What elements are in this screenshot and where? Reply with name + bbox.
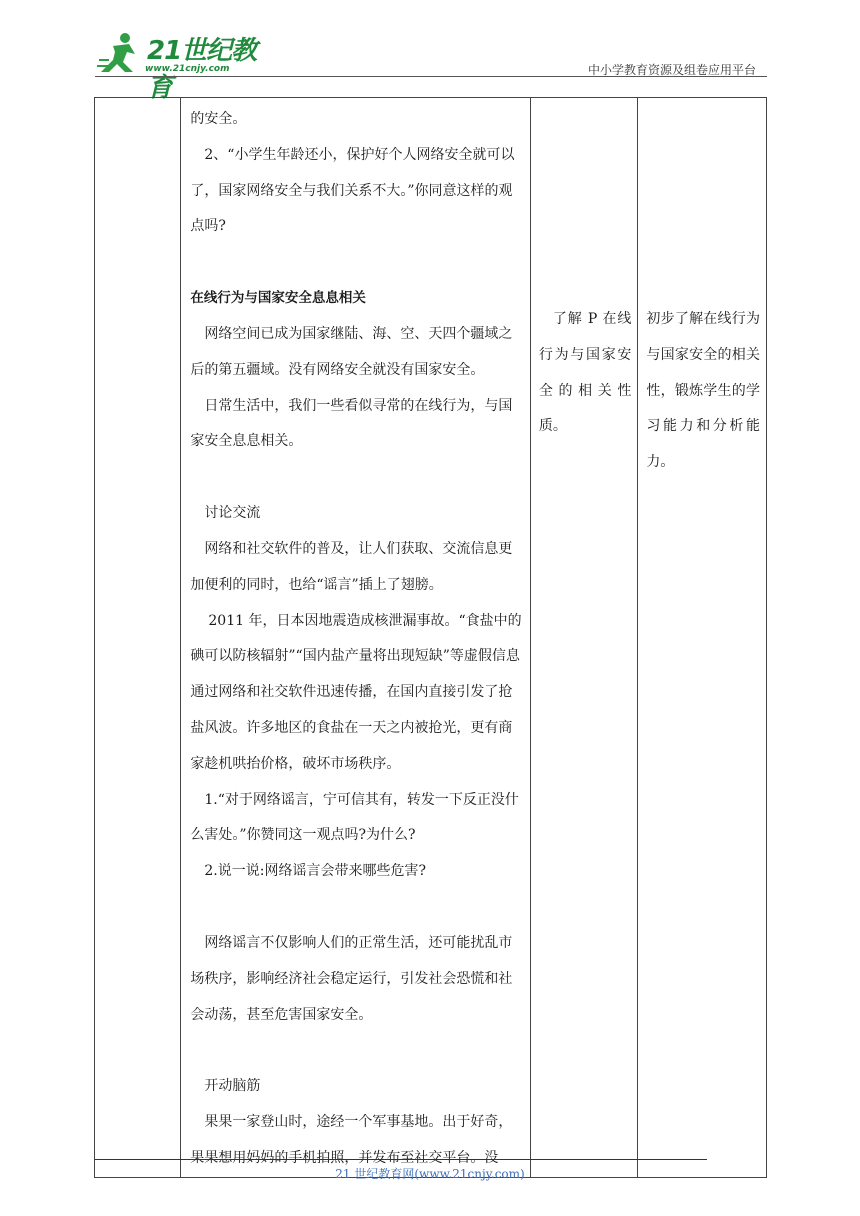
footer-divider xyxy=(95,1159,707,1160)
lesson-table xyxy=(94,97,767,1178)
paragraph: 网络谣言不仅影响人们的正常生活，还可能扰乱市场秩序，影响经济社会稳定运行，引发社会恐慌和社会动荡，甚至危害国家安全。 xyxy=(190,934,513,1023)
logo-url: www.21cnjy.com xyxy=(145,64,230,74)
paragraph: 日常生活中，我们一些看似寻常的在线行为，与国家安全息息相关。 xyxy=(190,397,513,450)
discussion-heading: 讨论交流 xyxy=(204,505,261,522)
student-activity-cell xyxy=(530,98,637,1178)
runner-icon xyxy=(95,32,145,74)
logo-text: 21世纪教育 xyxy=(147,36,257,103)
design-intent-cell xyxy=(638,98,767,1178)
paragraph: 网络和社交软件的普及，让人们获取、交流信息更加便利的同时，也给“谣言”插上了翅膀。 xyxy=(190,540,513,593)
section-heading: 在线行为与国家安全息息相关 xyxy=(190,290,366,307)
teaching-content-cell xyxy=(181,98,531,1178)
discussion-question-1: 1.“对于网络谣言，宁可信其有，转发一下反正没什么害处。”你赞同这一观点吗?为什么? xyxy=(190,791,519,844)
design-intent-text: 初步了解在线行为与国家安全的相关性，锻炼学生的学习能力和分析能力。 xyxy=(646,311,760,471)
paragraph: 的安全。 xyxy=(190,111,247,127)
student-activity-text: 了解 P 在线行为与国家安全的相关性质。 xyxy=(538,311,632,435)
platform-name: 中小学教育资源及组卷应用平台 xyxy=(587,63,756,77)
stage-cell xyxy=(95,98,181,1178)
paragraph: 果果一家登山时，途经一个军事基地。出于好奇，果果想用妈妈的手机拍照，并发布至社交平台。没 xyxy=(190,1114,513,1166)
header-divider xyxy=(95,76,767,77)
page-header xyxy=(0,0,860,103)
site-logo xyxy=(95,30,265,103)
paragraph: 网络空间已成为国家继陆、海、空、天四个疆域之后的第五疆域。没有网络安全就没有国家安全。 xyxy=(190,325,513,378)
paragraph: 2011 年，日本因地震造成核泄漏事故。“食盐中的碘可以防核辐射”“国内盐产量将出现短缺”等虚假信息通过网络和社交软件迅速传播，在国内直接引发了抢盐风波。许多地区的食盐在一天之内被抢光，更有商家趁机哄抬价格，破坏市场秩序。 xyxy=(190,612,522,772)
discussion-question-2: 2.说一说:网络谣言会带来哪些危害? xyxy=(204,863,426,880)
question-2: 2、“小学生年龄还小，保护好个人网络安全就可以了，国家网络安全与我们关系不大。”你同意这样的观点吗? xyxy=(190,146,515,235)
footer-text: 21 世纪教育网(www.21cnjy.com) xyxy=(335,1167,525,1181)
brainstorm-heading: 开动脑筋 xyxy=(204,1078,261,1095)
